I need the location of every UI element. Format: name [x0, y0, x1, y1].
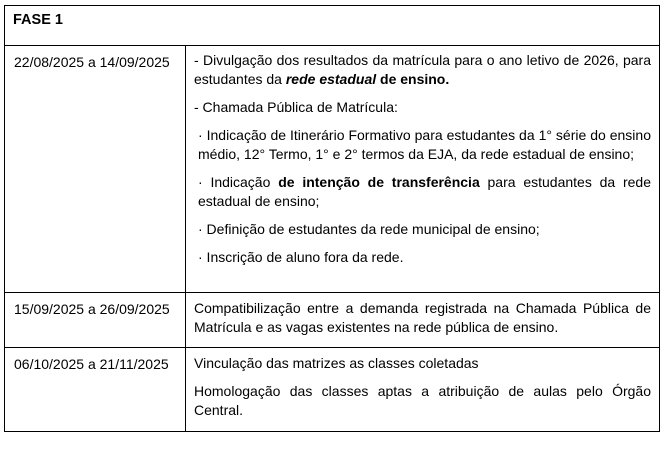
phase-title: FASE 1 — [5, 6, 660, 46]
paragraph: · Indicação de Itinerário Formativo para estudantes da 1° série do ensino médio, 12° Termo, 1° e 2° termos da EJA, da rede estadual de ensino; — [198, 127, 651, 162]
paragraph: · Inscrição de aluno fora da rede. — [198, 249, 404, 265]
bold-text: de ensino. — [376, 71, 450, 87]
date-range: 06/10/2025 a 21/11/2025 — [5, 348, 186, 432]
table-row — [5, 293, 660, 348]
description — [186, 348, 660, 432]
paragraph — [194, 173, 651, 211]
paragraph — [194, 51, 651, 89]
bold-text: de intenção de transferência — [278, 174, 480, 190]
table-row — [5, 46, 660, 293]
table-row — [5, 348, 660, 432]
paragraph: - Chamada Pública de Matrícula: — [194, 99, 398, 115]
paragraph: Homologação das classes aptas a atribuição de aulas pelo Órgão Central. — [194, 383, 651, 418]
phase-header-row — [5, 6, 660, 46]
date-range: 22/08/2025 a 14/09/2025 — [5, 46, 186, 293]
paragraph: · Definição de estudantes da rede municipal de ensino; — [198, 221, 540, 237]
description — [186, 46, 660, 293]
text: - Divulgação dos resultados da matrícula para o ano letivo de 2026, para estudantes da — [194, 52, 651, 87]
description — [186, 293, 660, 348]
paragraph: Vinculação das matrizes as classes coletadas — [194, 355, 479, 371]
paragraph: Compatibilização entre a demanda registrada na Chamada Pública de Matrícula e as vagas existentes na rede pública de ensino. — [194, 300, 651, 335]
text: · Indicação — [198, 174, 279, 190]
emphasis-text: rede estadual — [285, 71, 377, 87]
text: para estudantes da rede estadual de ensino; — [198, 174, 652, 209]
schedule-table — [4, 5, 660, 432]
date-range: 15/09/2025 a 26/09/2025 — [5, 293, 186, 348]
